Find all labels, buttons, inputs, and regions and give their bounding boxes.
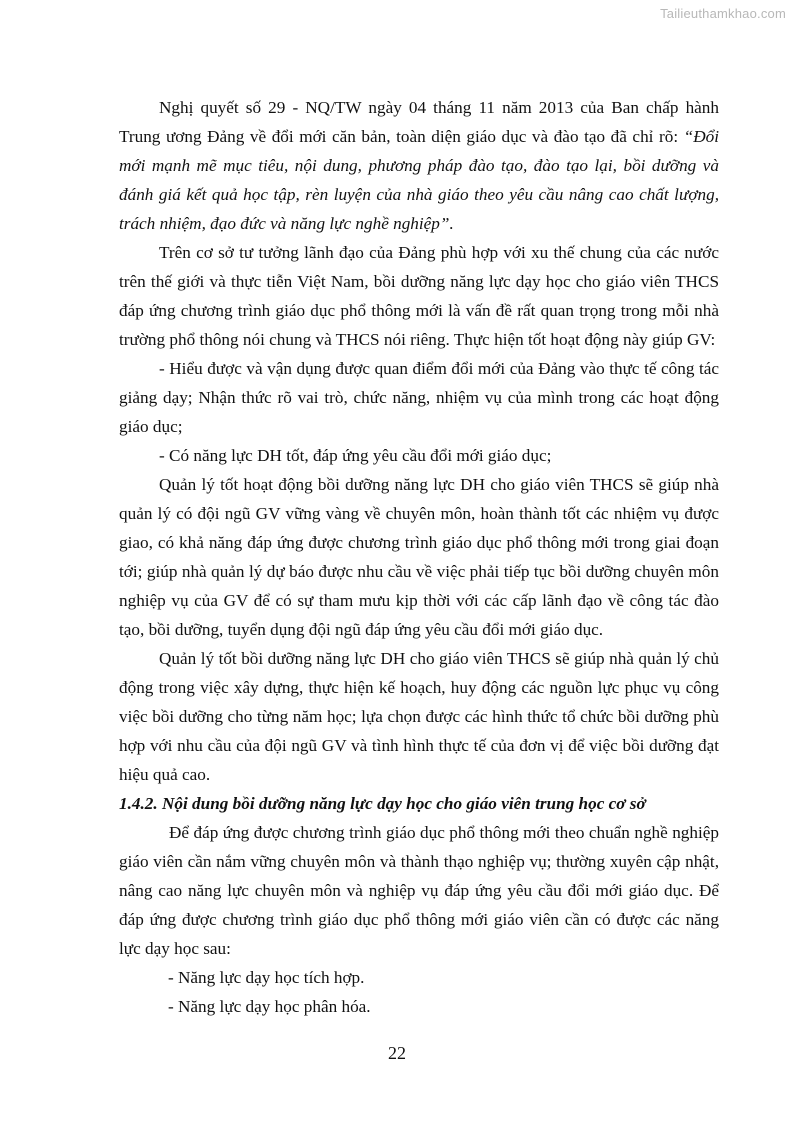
paragraph-text: Nghị quyết số 29 - NQ/TW ngày 04 tháng 11 năm 2013 của Ban chấp hành Trung ương Đảng về đổi mới căn bản, toàn diện giáo dục và đào tạo đã chỉ rõ: [119, 98, 719, 146]
paragraph-management-proactive: Quản lý tốt bồi dưỡng năng lực DH cho giáo viên THCS sẽ giúp nhà quản lý chủ động trong việc xây dựng, thực hiện kế hoạch, huy động các nguồn lực phục vụ công việc bồi dưỡng cho từng năm học; lựa chọn được các hình thức tổ chức bồi dưỡng phù hợp với nhu cầu của đội ngũ GV và tình hình thực tế của đơn vị để việc bồi dưỡng đạt hiệu quả cao. [119, 649, 719, 784]
paragraph-importance: Trên cơ sở tư tưởng lãnh đạo của Đảng phù hợp với xu thế chung của các nước trên thế giới và thực tiễn Việt Nam, bồi dưỡng năng lực dạy học cho giáo viên THCS đáp ứng chương trình giáo dục phổ thông mới là vấn đề rất quan trọng trong mỗi nhà trường phổ thông nói chung và THCS nói riêng. Thực hiện tốt hoạt động này giúp GV: [119, 243, 719, 349]
list-item: - Hiểu được và vận dụng được quan điểm đổi mới của Đảng vào thực tế công tác giảng dạy; Nhận thức rõ vai trò, chức năng, nhiệm vụ của mình trong các hoạt động giáo dục; [119, 359, 719, 436]
paragraph-requirements: Để đáp ứng được chương trình giáo dục phổ thông mới theo chuẩn nghề nghiệp giáo viên cần nắm vững chuyên môn và thành thạo nghiệp vụ; thường xuyên cập nhật, nâng cao năng lực chuyên môn và nghiệp vụ đáp ứng yêu cầu đổi mới giáo dục. Để đáp ứng được chương trình giáo dục phổ thông mới giáo viên cần có được các năng lực dạy học sau: [119, 823, 719, 958]
list-item: - Có năng lực DH tốt, đáp ứng yêu cầu đổi mới giáo dục; [159, 446, 552, 465]
quoted-text: “Đổi mới mạnh mẽ mục tiêu, nội dung, phương pháp đào tạo, đào tạo lại, bồi dưỡng và đánh giá kết quả học tập, rèn luyện của nhà giáo theo yêu cầu nâng cao chất lượng, trách nhiệm, đạo đức và năng lực nghề nghiệp”. [119, 127, 719, 233]
page-number: 22 [388, 1043, 406, 1063]
list-item: - Năng lực dạy học tích hợp. [168, 968, 365, 987]
section-heading: 1.4.2. Nội dung bồi dưỡng năng lực dạy học cho giáo viên trung học cơ sở [119, 794, 646, 813]
paragraph-resolution-29 [119, 93, 719, 238]
list-item: - Năng lực dạy học phân hóa. [168, 997, 371, 1016]
document-body [119, 93, 719, 1021]
paragraph-management-benefit: Quản lý tốt hoạt động bồi dưỡng năng lực DH cho giáo viên THCS sẽ giúp nhà quản lý có đội ngũ GV vững vàng về chuyên môn, hoàn thành tốt các nhiệm vụ được giao, có khả năng đáp ứng được chương trình giáo dục phổ thông mới trong giai đoạn tới; giúp nhà quản lý dự báo được nhu cầu về việc phải tiếp tục bồi dưỡng chuyên môn nghiệp vụ của GV để có sự tham mưu kịp thời với các cấp lãnh đạo về công tác đào tạo, bồi dưỡng, tuyển dụng đội ngũ đáp ứng yêu cầu đổi mới giáo dục. [119, 475, 719, 639]
watermark-text: Tailieuthamkhao.com [660, 6, 786, 21]
